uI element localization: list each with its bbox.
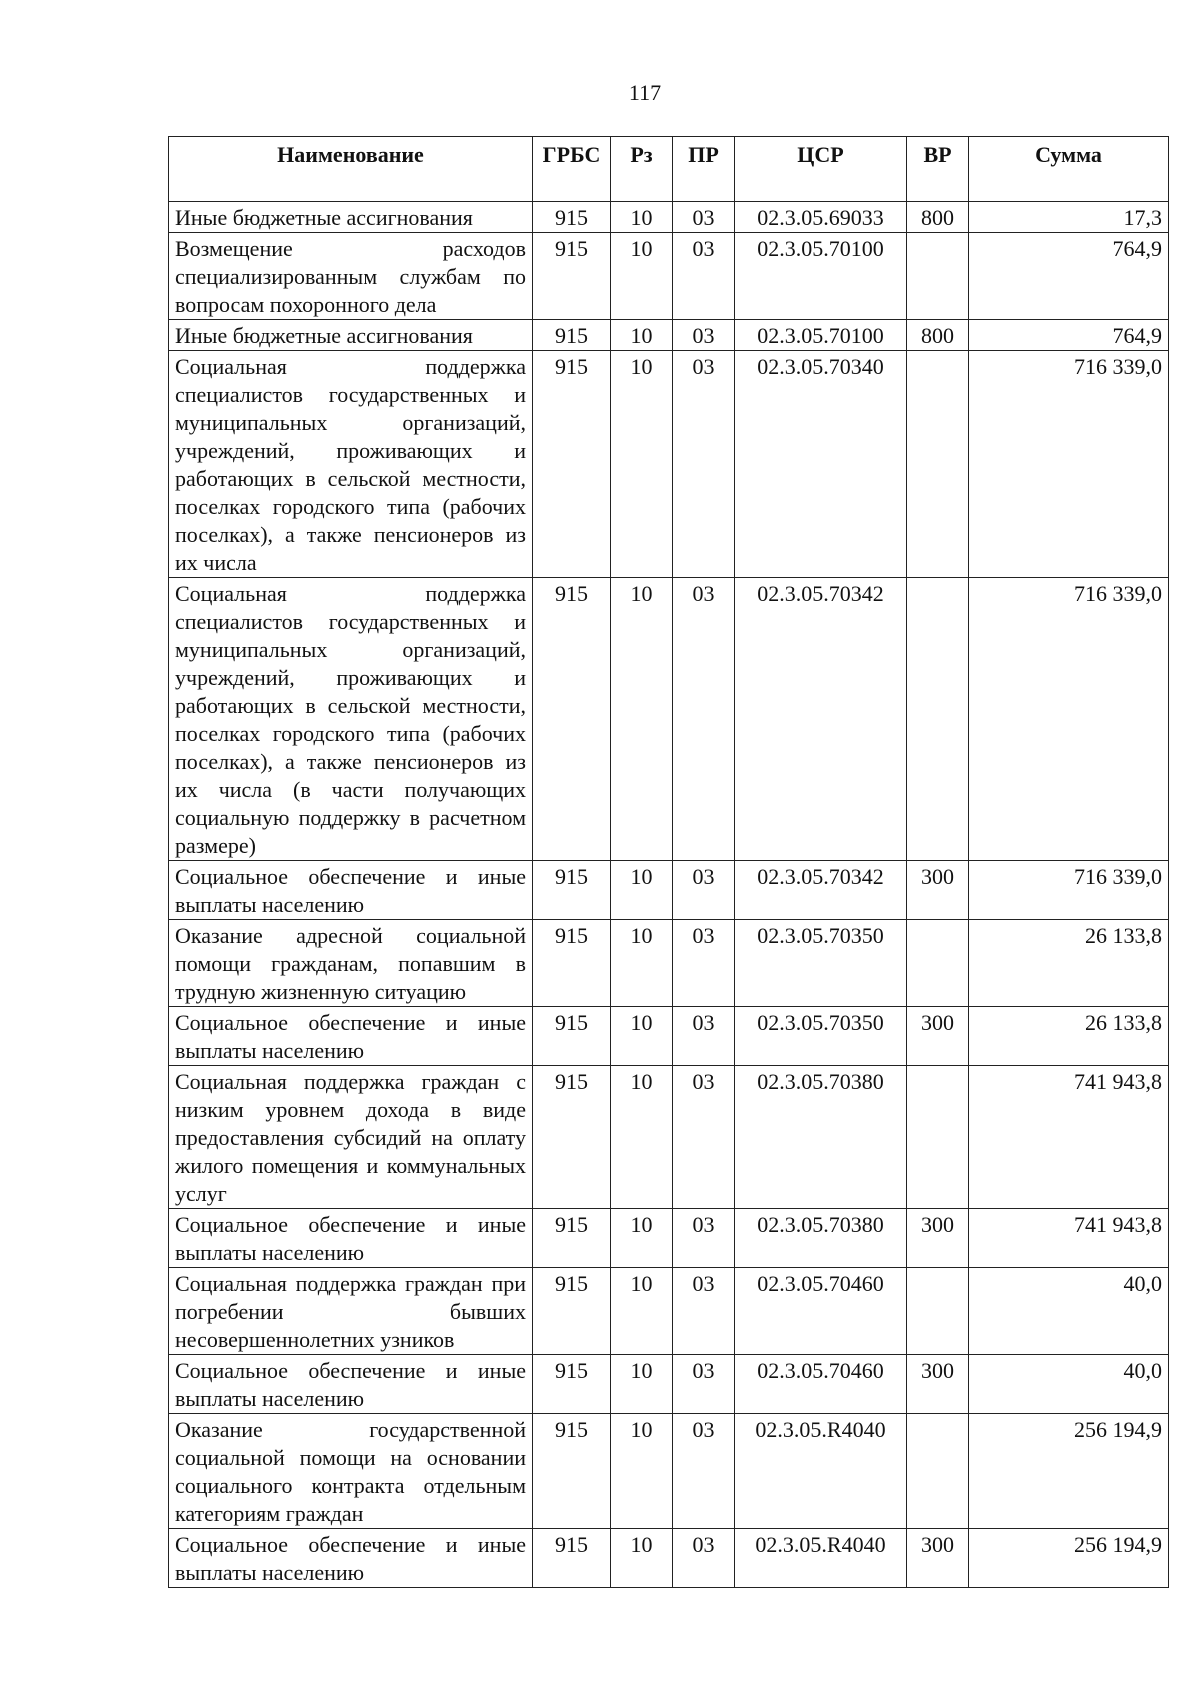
cell-pr: 03 (673, 233, 735, 320)
cell-csr: 02.3.05.69033 (735, 202, 907, 233)
cell-pr: 03 (673, 1529, 735, 1588)
table-row (169, 351, 1169, 578)
cell-pr: 03 (673, 861, 735, 920)
cell-pr: 03 (673, 202, 735, 233)
cell-vr (907, 351, 969, 578)
header-grbs: ГРБС (533, 137, 611, 202)
cell-rz: 10 (611, 1209, 673, 1268)
cell-sum: 716 339,0 (969, 861, 1169, 920)
cell-grbs: 915 (533, 1007, 611, 1066)
header-pr: ПР (673, 137, 735, 202)
cell-grbs: 915 (533, 1529, 611, 1588)
table-row (169, 1355, 1169, 1414)
cell-grbs: 915 (533, 233, 611, 320)
cell-name: Социальное обеспечение и иные выплаты населению (169, 861, 533, 920)
header-sum: Сумма (969, 137, 1169, 202)
cell-rz: 10 (611, 1529, 673, 1588)
cell-sum: 256 194,9 (969, 1529, 1169, 1588)
cell-rz: 10 (611, 861, 673, 920)
cell-sum: 40,0 (969, 1355, 1169, 1414)
cell-rz: 10 (611, 1414, 673, 1529)
header-csr: ЦСР (735, 137, 907, 202)
cell-pr: 03 (673, 1414, 735, 1529)
page-number: 117 (628, 80, 662, 105)
header-rz: Рз (611, 137, 673, 202)
table-row (169, 1414, 1169, 1529)
cell-name: Социальное обеспечение и иные выплаты населению (169, 1355, 533, 1414)
cell-csr: 02.3.05.70380 (735, 1066, 907, 1209)
cell-rz: 10 (611, 1007, 673, 1066)
cell-pr: 03 (673, 320, 735, 351)
table-row (169, 1209, 1169, 1268)
cell-name: Социальная поддержка специалистов государственных и муниципальных организаций, учреждений, проживающих и работающих в сельской местности, поселках городского типа (рабочих поселках), а также пенсионеров из их числа (в части получающих социальную поддержку в расчетном размере) (169, 578, 533, 861)
cell-grbs: 915 (533, 1066, 611, 1209)
cell-pr: 03 (673, 920, 735, 1007)
header-row (169, 137, 1169, 202)
cell-csr: 02.3.05.70342 (735, 578, 907, 861)
cell-csr: 02.3.05.70460 (735, 1355, 907, 1414)
table-row (169, 320, 1169, 351)
header-vr: ВР (907, 137, 969, 202)
cell-vr (907, 578, 969, 861)
table-row (169, 1066, 1169, 1209)
table-header (169, 137, 1169, 202)
cell-vr: 300 (907, 1355, 969, 1414)
cell-grbs: 915 (533, 578, 611, 861)
cell-pr: 03 (673, 351, 735, 578)
cell-pr: 03 (673, 578, 735, 861)
cell-csr: 02.3.05.70100 (735, 320, 907, 351)
cell-rz: 10 (611, 1066, 673, 1209)
cell-csr: 02.3.05.70460 (735, 1268, 907, 1355)
cell-name: Оказание государственной социальной помощи на основании социального контракта отдельным категориям граждан (169, 1414, 533, 1529)
cell-grbs: 915 (533, 320, 611, 351)
cell-sum: 741 943,8 (969, 1066, 1169, 1209)
cell-csr: 02.3.05.70340 (735, 351, 907, 578)
cell-grbs: 915 (533, 1355, 611, 1414)
cell-name: Социальная поддержка граждан с низким уровнем дохода в виде предоставления субсидий на оплату жилого помещения и коммунальных услуг (169, 1066, 533, 1209)
cell-pr: 03 (673, 1066, 735, 1209)
budget-table (168, 136, 1169, 1588)
cell-name: Возмещение расходов специализированным службам по вопросам похоронного дела (169, 233, 533, 320)
cell-grbs: 915 (533, 1268, 611, 1355)
table-row (169, 1529, 1169, 1588)
cell-vr (907, 1414, 969, 1529)
cell-vr: 300 (907, 1529, 969, 1588)
cell-sum: 256 194,9 (969, 1414, 1169, 1529)
cell-name: Иные бюджетные ассигнования (169, 202, 533, 233)
cell-csr: 02.3.05.R4040 (735, 1529, 907, 1588)
cell-grbs: 915 (533, 861, 611, 920)
cell-rz: 10 (611, 920, 673, 1007)
table-row (169, 920, 1169, 1007)
table-body (169, 202, 1169, 1588)
cell-pr: 03 (673, 1209, 735, 1268)
table-row (169, 233, 1169, 320)
cell-vr: 800 (907, 320, 969, 351)
cell-pr: 03 (673, 1007, 735, 1066)
cell-sum: 40,0 (969, 1268, 1169, 1355)
cell-rz: 10 (611, 1355, 673, 1414)
cell-csr: 02.3.05.R4040 (735, 1414, 907, 1529)
cell-name: Социальное обеспечение и иные выплаты населению (169, 1529, 533, 1588)
cell-vr (907, 233, 969, 320)
table-row (169, 202, 1169, 233)
cell-sum: 764,9 (969, 320, 1169, 351)
cell-grbs: 915 (533, 202, 611, 233)
cell-name: Оказание адресной социальной помощи гражданам, попавшим в трудную жизненную ситуацию (169, 920, 533, 1007)
cell-csr: 02.3.05.70380 (735, 1209, 907, 1268)
table-row (169, 578, 1169, 861)
cell-name: Иные бюджетные ассигнования (169, 320, 533, 351)
cell-sum: 741 943,8 (969, 1209, 1169, 1268)
cell-rz: 10 (611, 1268, 673, 1355)
cell-pr: 03 (673, 1355, 735, 1414)
cell-vr (907, 1268, 969, 1355)
cell-csr: 02.3.05.70100 (735, 233, 907, 320)
header-name: Наименование (169, 137, 533, 202)
table-row (169, 1268, 1169, 1355)
cell-csr: 02.3.05.70350 (735, 1007, 907, 1066)
cell-sum: 26 133,8 (969, 920, 1169, 1007)
cell-rz: 10 (611, 351, 673, 578)
table-row (169, 1007, 1169, 1066)
cell-vr: 300 (907, 1007, 969, 1066)
cell-vr: 800 (907, 202, 969, 233)
cell-sum: 764,9 (969, 233, 1169, 320)
cell-grbs: 915 (533, 351, 611, 578)
cell-rz: 10 (611, 578, 673, 861)
cell-csr: 02.3.05.70342 (735, 861, 907, 920)
cell-vr (907, 920, 969, 1007)
cell-name: Социальная поддержка специалистов государственных и муниципальных организаций, учреждений, проживающих и работающих в сельской местности, поселках городского типа (рабочих поселках), а также пенсионеров из их числа (169, 351, 533, 578)
cell-pr: 03 (673, 1268, 735, 1355)
cell-csr: 02.3.05.70350 (735, 920, 907, 1007)
cell-name: Социальное обеспечение и иные выплаты населению (169, 1007, 533, 1066)
cell-grbs: 915 (533, 920, 611, 1007)
cell-vr: 300 (907, 861, 969, 920)
cell-sum: 26 133,8 (969, 1007, 1169, 1066)
table-row (169, 861, 1169, 920)
cell-rz: 10 (611, 202, 673, 233)
cell-rz: 10 (611, 233, 673, 320)
cell-sum: 716 339,0 (969, 578, 1169, 861)
cell-vr (907, 1066, 969, 1209)
cell-vr: 300 (907, 1209, 969, 1268)
cell-sum: 716 339,0 (969, 351, 1169, 578)
cell-rz: 10 (611, 320, 673, 351)
cell-grbs: 915 (533, 1414, 611, 1529)
cell-name: Социальная поддержка граждан при погребении бывших несовершеннолетних узников (169, 1268, 533, 1355)
cell-sum: 17,3 (969, 202, 1169, 233)
budget-table-container (168, 136, 1168, 1588)
cell-grbs: 915 (533, 1209, 611, 1268)
cell-name: Социальное обеспечение и иные выплаты населению (169, 1209, 533, 1268)
